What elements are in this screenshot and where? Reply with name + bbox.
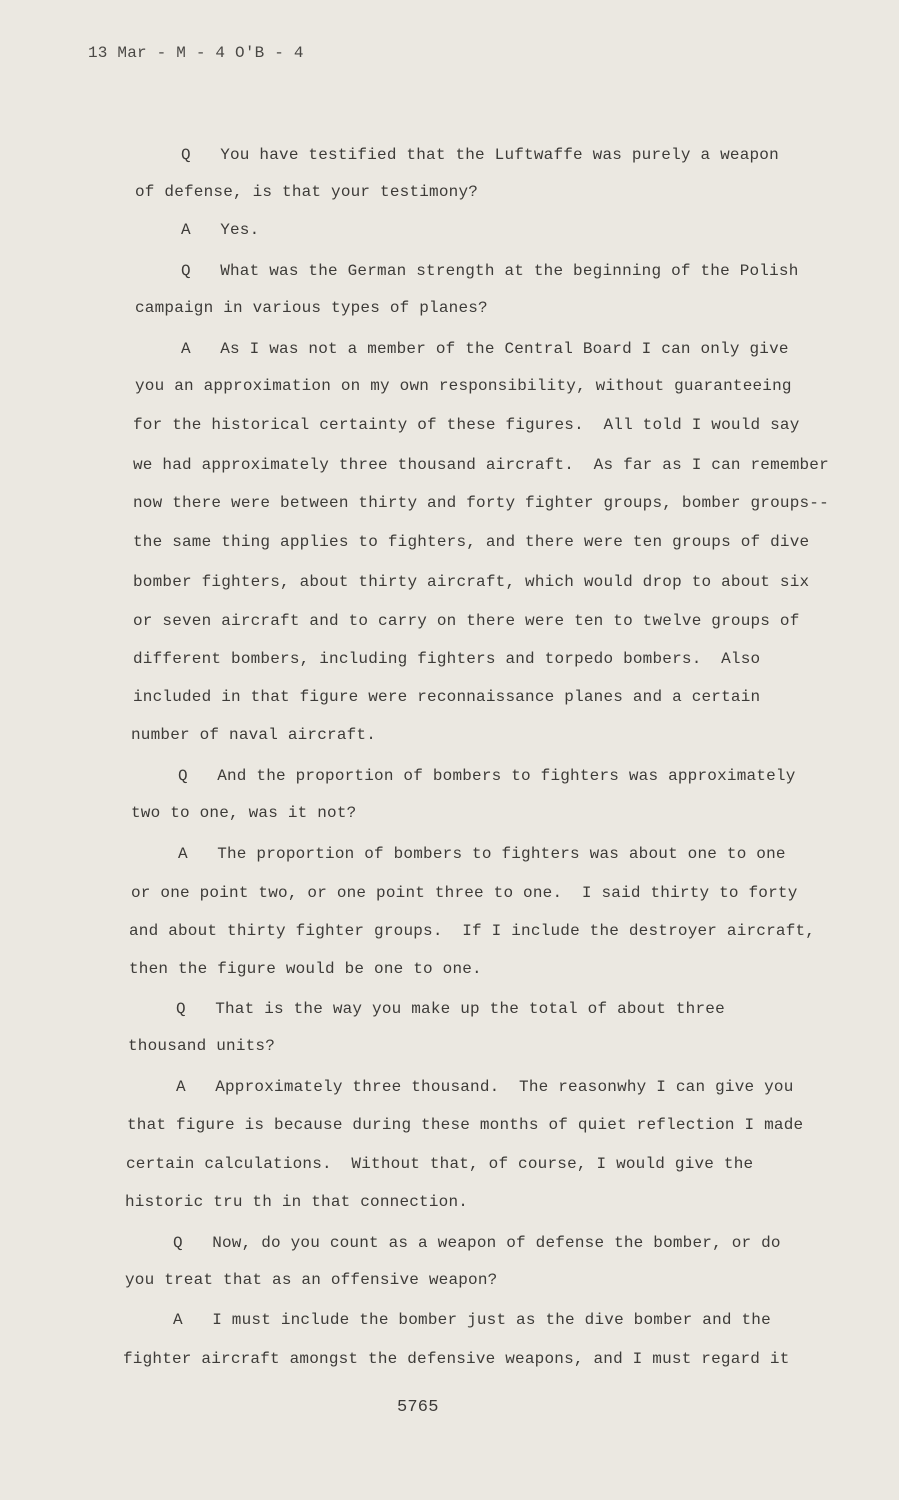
page-header: 13 Mar - M - 4 O'B - 4	[88, 44, 304, 62]
text-line: A Approximately three thousand. The reasonwhy I can give you	[176, 1078, 794, 1096]
text-line: Q And the proportion of bombers to fighters was approximately	[178, 767, 796, 785]
text-line: or seven aircraft and to carry on there were ten to twelve groups of	[133, 612, 800, 630]
text-line: Q You have testified that the Luftwaffe was purely a weapon	[181, 146, 779, 164]
text-line: for the historical certainty of these figures. All told I would say	[133, 416, 800, 434]
text-line: campaign in various types of planes?	[135, 299, 488, 317]
text-line: of defense, is that your testimony?	[135, 183, 479, 201]
text-line: two to one, was it not?	[131, 804, 357, 822]
text-line: Q That is the way you make up the total of about three	[176, 1000, 725, 1018]
text-line: different bombers, including fighters and torpedo bombers. Also	[133, 650, 761, 668]
text-line: we had approximately three thousand aircraft. As far as I can remember	[133, 456, 829, 474]
page-number: 5765	[397, 1398, 439, 1417]
text-line: A As I was not a member of the Central Board I can only give	[181, 340, 789, 358]
text-line: Q What was the German strength at the beginning of the Polish	[181, 262, 799, 280]
text-line: or one point two, or one point three to one. I said thirty to forty	[131, 884, 798, 902]
text-line: certain calculations. Without that, of course, I would give the	[126, 1155, 754, 1173]
text-line: Q Now, do you count as a weapon of defense the bomber, or do	[173, 1234, 781, 1252]
text-line: you treat that as an offensive weapon?	[125, 1271, 498, 1289]
text-line: then the figure would be one to one.	[129, 960, 482, 978]
text-line: now there were between thirty and forty fighter groups, bomber groups--	[133, 494, 829, 512]
text-line: thousand units?	[128, 1037, 276, 1055]
text-line: A I must include the bomber just as the dive bomber and the	[173, 1311, 771, 1329]
text-line: and about thirty fighter groups. If I include the destroyer aircraft,	[129, 922, 816, 940]
text-line: that figure is because during these months of quiet reflection I made	[127, 1116, 804, 1134]
text-line: A Yes.	[181, 221, 260, 239]
text-line: fighter aircraft amongst the defensive weapons, and I must regard it	[123, 1350, 790, 1368]
text-line: number of naval aircraft.	[131, 726, 377, 744]
text-line: included in that figure were reconnaissance planes and a certain	[133, 688, 761, 706]
text-line: bomber fighters, about thirty aircraft, which would drop to about six	[133, 573, 810, 591]
text-line: A The proportion of bombers to fighters was about one to one	[178, 845, 786, 863]
text-line: you an approximation on my own responsibility, without guaranteeing	[135, 377, 792, 395]
text-line: the same thing applies to fighters, and there were ten groups of dive	[133, 533, 810, 551]
text-line: historic tru th in that connection.	[125, 1193, 469, 1211]
